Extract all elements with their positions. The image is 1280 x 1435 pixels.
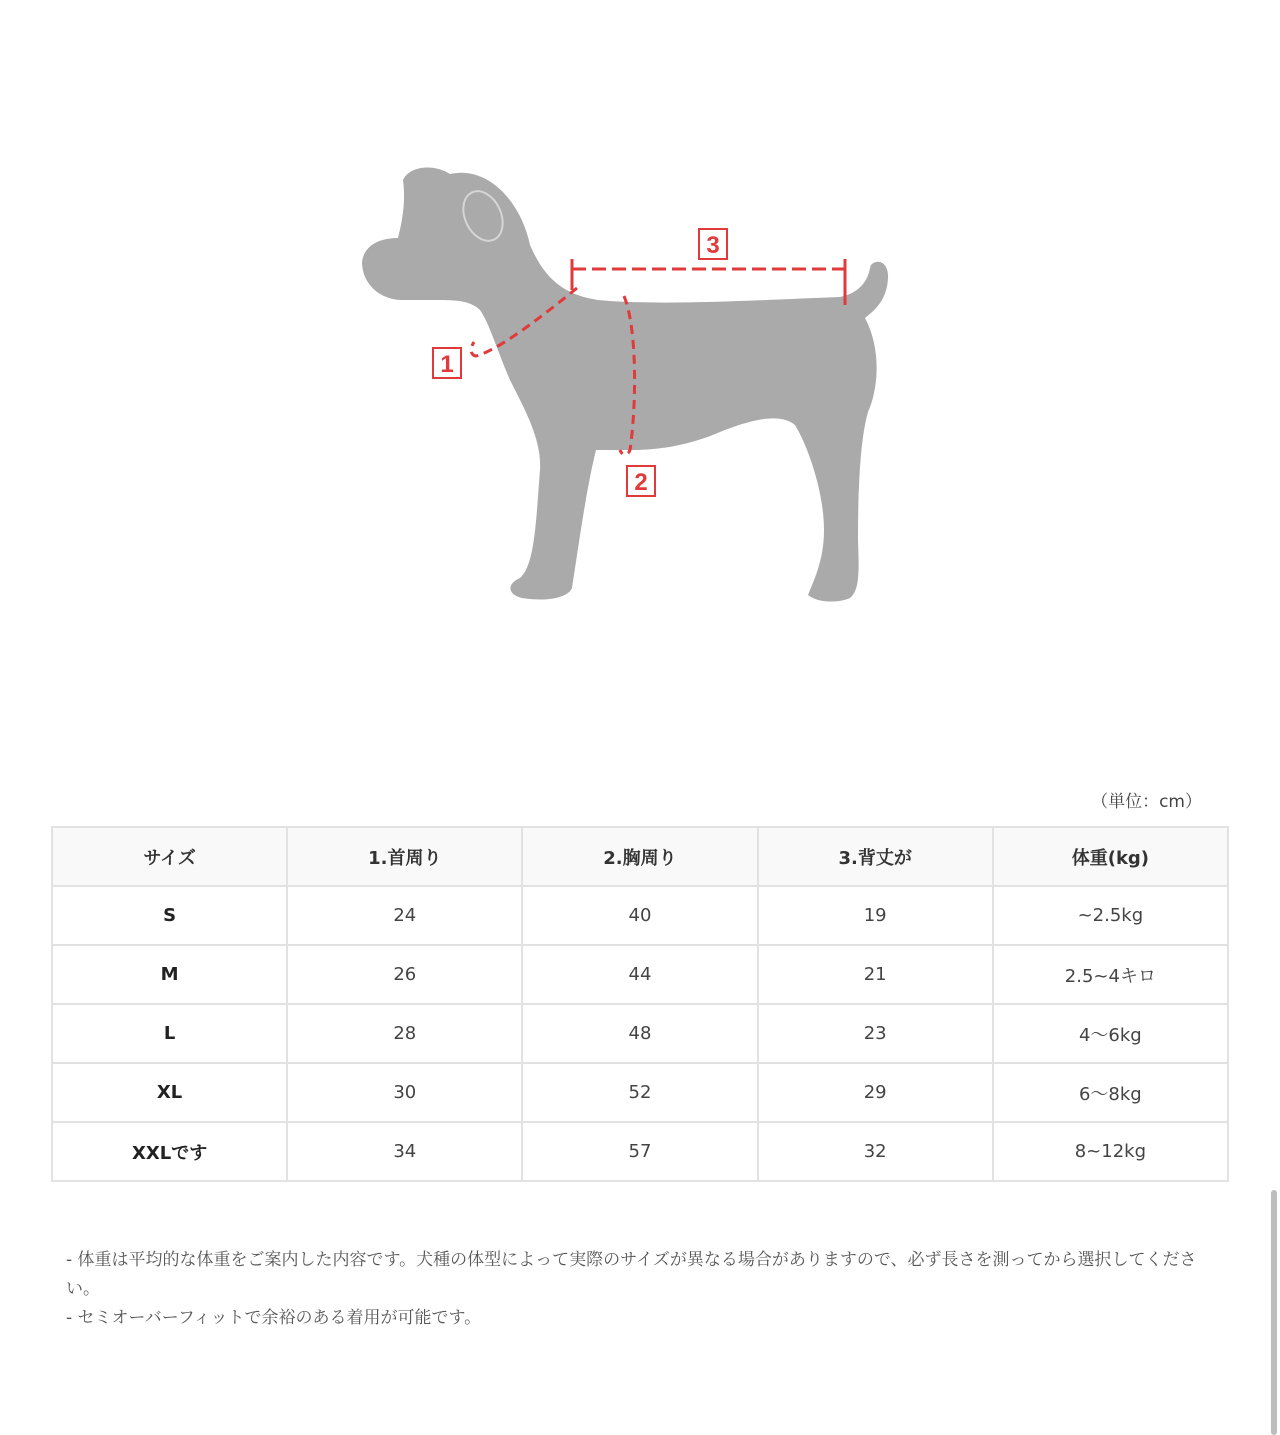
note-weight: - 体重は平均的な体重をご案内した内容です。犬種の体型によって実際のサイズが異なる場合がありますので、必ず長さを測ってから選択してください。 — [66, 1250, 1197, 1299]
notes — [66, 1246, 1216, 1333]
marker-2 — [627, 466, 655, 496]
table-header-row — [52, 827, 1228, 886]
neck-cell: 30 — [287, 1063, 522, 1122]
weight-cell: 4〜6kg — [993, 1004, 1228, 1063]
dog-measurement-figure — [340, 150, 920, 620]
svg-text:3: 3 — [706, 232, 720, 259]
header-weight: 体重(kg) — [993, 827, 1228, 886]
size-cell: S — [52, 886, 287, 945]
note-fit: - セミオーバーフィットで余裕のある着用が可能です。 — [66, 1308, 482, 1328]
header-size: サイズ — [52, 827, 287, 886]
marker-3 — [699, 229, 727, 259]
neck-cell: 28 — [287, 1004, 522, 1063]
neck-cell: 24 — [287, 886, 522, 945]
dog-silhouette — [362, 167, 888, 601]
size-cell: XL — [52, 1063, 287, 1122]
neck-cell: 26 — [287, 945, 522, 1004]
measure-back — [572, 259, 845, 305]
size-chart-table — [51, 826, 1229, 1182]
chest-cell: 44 — [522, 945, 757, 1004]
table-row — [52, 886, 1228, 945]
chest-cell: 48 — [522, 1004, 757, 1063]
size-cell: L — [52, 1004, 287, 1063]
back-length-cell: 21 — [758, 945, 993, 1004]
weight-cell: 6〜8kg — [993, 1063, 1228, 1122]
svg-text:2: 2 — [634, 469, 648, 496]
header-chest: 2.胸周り — [522, 827, 757, 886]
weight-cell: ~2.5kg — [993, 886, 1228, 945]
svg-text:1: 1 — [440, 351, 454, 378]
header-neck: 1.首周り — [287, 827, 522, 886]
header-back-length: 3.背丈が — [758, 827, 993, 886]
table-row — [52, 1004, 1228, 1063]
dog-silhouette-illustration — [340, 150, 920, 620]
size-cell: XXLです — [52, 1122, 287, 1181]
table-row — [52, 945, 1228, 1004]
back-length-cell: 29 — [758, 1063, 993, 1122]
back-length-cell: 32 — [758, 1122, 993, 1181]
table-row — [52, 1122, 1228, 1181]
size-cell: M — [52, 945, 287, 1004]
page-scrollbar[interactable] — [1271, 1190, 1277, 1435]
marker-1 — [433, 348, 461, 378]
chest-cell: 40 — [522, 886, 757, 945]
weight-cell: 8~12kg — [993, 1122, 1228, 1181]
unit-label: （単位：cm） — [1091, 792, 1202, 812]
back-length-cell: 23 — [758, 1004, 993, 1063]
weight-cell: 2.5~4キロ — [993, 945, 1228, 1004]
chest-cell: 52 — [522, 1063, 757, 1122]
back-length-cell: 19 — [758, 886, 993, 945]
table-row — [52, 1063, 1228, 1122]
neck-cell: 34 — [287, 1122, 522, 1181]
chest-cell: 57 — [522, 1122, 757, 1181]
